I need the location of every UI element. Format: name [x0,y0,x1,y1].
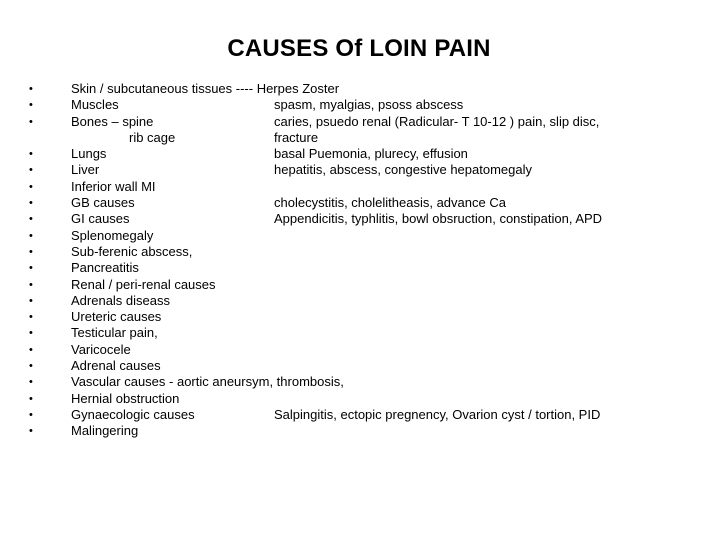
item-label: Sub-ferenic abscess, [71,243,193,259]
item-detail: spasm, myalgias, psoss abscess [274,97,464,113]
item-label: Vascular causes - aortic aneursym, thrombosis, [71,374,344,390]
item-detail: Appendicitis, typhlitis, bowl obsruction, constipation, APD [274,211,603,227]
item-label: Malingering [71,423,139,439]
list-item [0,228,728,244]
item-label: Pancreatitis [71,260,139,276]
bullet-icon: • [29,311,33,324]
bullet-icon: • [29,343,33,356]
item-detail: hepatitis, abscess, congestive hepatomegaly [274,162,532,178]
bullet-icon: • [29,360,33,373]
bullet-icon: • [29,408,33,421]
list-item [0,407,728,423]
list-item [0,162,728,178]
bullet-icon: • [29,278,33,291]
list-item [0,358,728,374]
bullet-icon: • [29,83,33,95]
list-item [0,423,728,439]
bullet-icon: • [29,376,33,389]
bullet-icon: • [29,229,33,242]
causes-list [0,81,728,440]
item-label: rib cage [129,129,176,145]
list-item [0,81,728,97]
item-label: Adrenal causes [71,358,161,374]
item-label: Varicocele [71,341,131,357]
list-item [0,277,728,293]
item-label: Skin / subcutaneous tissues ---- Herpes Zoster [71,81,340,96]
list-item [0,309,728,325]
item-detail: fracture [274,129,319,145]
list-item [0,293,728,309]
item-label: GB causes [71,195,135,211]
bullet-icon: • [29,425,33,438]
list-item-continuation [0,130,728,146]
bullet-icon: • [29,392,33,405]
item-label: Hernial obstruction [71,390,180,406]
bullet-icon: • [29,213,33,226]
item-detail: Salpingitis, ectopic pregnency, Ovarion cyst / tortion, PID [274,406,601,422]
list-item [0,260,728,276]
item-label: Lungs [71,146,107,162]
list-item [0,325,728,341]
item-detail: basal Puemonia, plurecy, effusion [274,146,468,162]
list-item [0,374,728,390]
list-item [0,195,728,211]
item-label: Splenomegaly [71,227,154,243]
item-label: GI causes [71,211,130,227]
item-label: Gynaecologic causes [71,406,195,422]
bullet-icon: • [29,245,33,258]
bullet-icon: • [29,164,33,177]
list-item [0,97,728,113]
list-item [0,391,728,407]
item-detail: caries, psuedo renal (Radicular- T 10-12 ) pain, slip disc, [274,113,600,129]
bullet-icon: • [29,294,33,307]
item-label: Liver [71,162,100,178]
item-label: Adrenals diseass [71,292,170,308]
bullet-icon: • [29,197,33,210]
list-item [0,342,728,358]
list-item [0,146,728,162]
item-label: Testicular pain, [71,325,158,341]
list-item [0,179,728,195]
item-label: Inferior wall MI [71,178,156,194]
list-item [0,244,728,260]
item-label: Bones – spine [71,113,154,129]
list-item [0,211,728,227]
item-detail: cholecystitis, cholelitheasis, advance Ca [274,195,506,211]
list-item [0,114,728,130]
item-label: Ureteric causes [71,309,162,325]
bullet-icon: • [29,99,33,112]
bullet-icon: • [29,115,33,128]
bullet-icon: • [29,262,33,275]
bullet-icon: • [29,180,33,193]
bullet-icon: • [29,327,33,340]
slide-title: CAUSES Of LOIN PAIN [227,35,491,62]
bullet-icon: • [29,148,33,161]
item-label: Muscles [71,97,119,113]
item-label: Renal / peri-renal causes [71,276,216,292]
